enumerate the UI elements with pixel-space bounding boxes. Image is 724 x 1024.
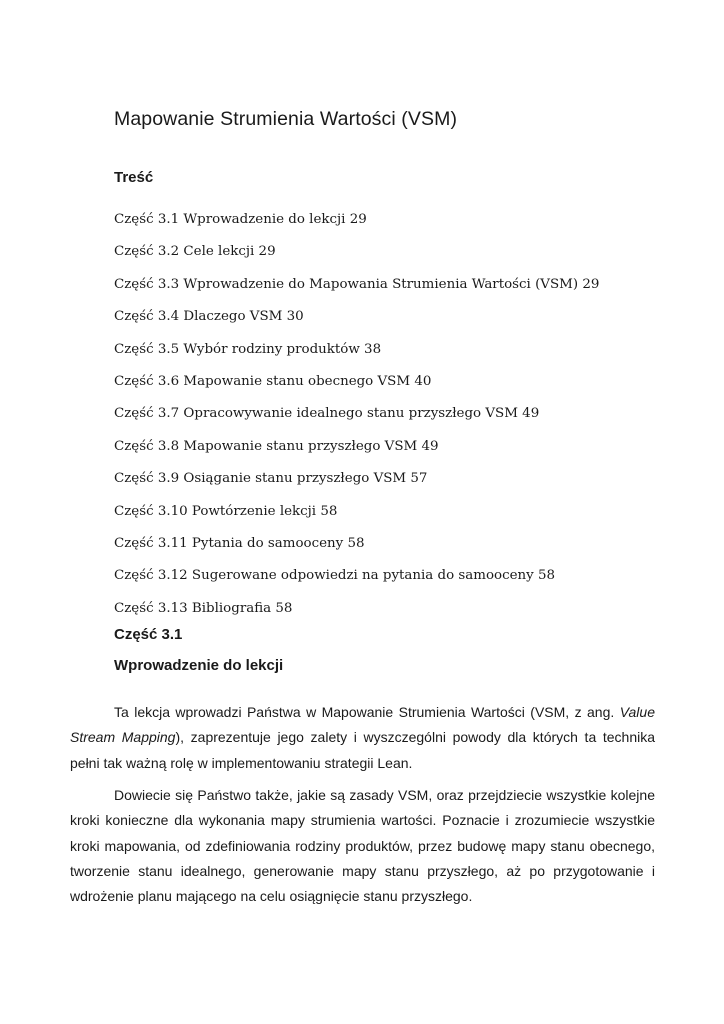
toc-entry[interactable]: Część 3.1 Wprowadzenie do lekcji 29	[114, 212, 367, 227]
section-title: Wprowadzenie do lekcji	[114, 657, 284, 674]
toc-entry[interactable]: Część 3.6 Mapowanie stanu obecnego VSM 40	[114, 373, 432, 389]
italic-term: Value Stream Mapping	[70, 704, 655, 746]
toc-entry[interactable]: Część 3.5 Wybór rodziny produktów 38	[114, 341, 382, 357]
toc-entry[interactable]: Część 3.2 Cele lekcji 29	[114, 244, 276, 260]
toc-entry[interactable]: Część 3.8 Mapowanie stanu przyszłego VSM 49	[114, 438, 439, 454]
toc-entry[interactable]: Część 3.12 Sugerowane odpowiedzi na pytania do samooceny 58	[114, 568, 556, 584]
toc-entry[interactable]: Część 3.13 Bibliografia 58	[114, 600, 293, 616]
toc-entry[interactable]: Część 3.11 Pytania do samooceny 58	[114, 535, 365, 551]
section-number: Część 3.1	[114, 626, 183, 643]
table-of-contents	[114, 208, 599, 629]
toc-entry[interactable]: Część 3.4 Dlaczego VSM 30	[114, 309, 304, 325]
steps-paragraph: Dowiecie się Państwo także, jakie są zasady VSM, oraz przejdziecie wszystkie kolejne kroki konieczne dla wykonania mapy strumienia wartości. Poznacie i zrozumiecie wszystkie kroki mapowania, od zdefiniowania rodziny produktów, przez budowę mapy stanu obecnego, tworzenie stanu idealnego, generowanie mapy stanu przyszłego, aż po przygotowanie i wdrożenie planu mającego na celu osiągnięcie stanu przyszłego.	[70, 787, 655, 905]
paragraph-text: Ta lekcja wprowadzi Państwa w Mapowanie Strumienia Wartości (VSM, z ang.	[114, 704, 620, 720]
paragraph-text: ), zaprezentuje jego zalety i wyszczególni powody dla których ta technika pełni tak ważną rolę w implementowaniu strategii Lean.	[70, 729, 656, 771]
toc-entry[interactable]: Część 3.3 Wprowadzenie do Mapowania Strumienia Wartości (VSM) 29	[114, 276, 600, 292]
toc-entry[interactable]: Część 3.7 Opracowywanie idealnego stanu przyszłego VSM 49	[114, 406, 540, 422]
toc-entry[interactable]: Część 3.10 Powtórzenie lekcji 58	[114, 503, 338, 519]
document-title: Mapowanie Strumienia Wartości (VSM)	[114, 108, 458, 130]
toc-heading: Treść	[114, 169, 154, 186]
toc-entry[interactable]: Część 3.9 Osiąganie stanu przyszłego VSM 57	[114, 471, 428, 487]
intro-paragraph	[70, 700, 655, 776]
